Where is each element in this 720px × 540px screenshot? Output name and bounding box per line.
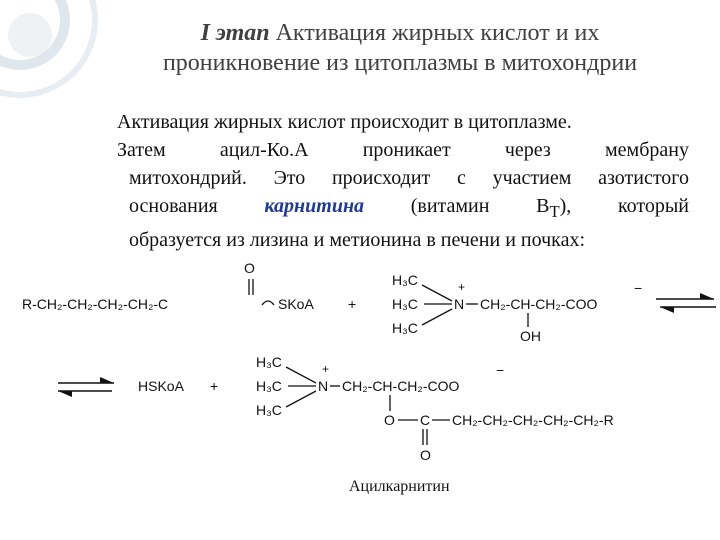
equilibrium-arrow-2 (58, 377, 114, 397)
paragraph-line2: митохондрий. Это происходит с участием азотистого (129, 167, 689, 189)
title-line2: проникновение из цитоплазмы в митохондрии (162, 50, 638, 76)
keyword-carnitine: карнитина (264, 195, 365, 217)
hydroxyl: OH (520, 328, 541, 344)
bond (286, 367, 316, 383)
title-text: Активация жирных кислот и их (269, 20, 600, 46)
product-caption: Ацилкарнитин (349, 478, 450, 495)
carboxylate-charge: − (634, 280, 643, 296)
acyl-chain: R-CH₂-CH₂-CH₂-CH₂-C (22, 296, 169, 312)
equilibrium-arrow (656, 293, 716, 313)
paragraph-first-row (117, 136, 689, 164)
word: через (504, 139, 551, 161)
nitrogen: N (318, 378, 329, 394)
ester-oxygen: O (384, 412, 395, 428)
nitrogen-charge: + (458, 280, 466, 294)
methyl-mid: H₃C (392, 296, 418, 312)
text: основания (129, 195, 265, 217)
methyl-top: H₃C (256, 354, 282, 370)
thioester-bond (262, 301, 274, 305)
word: ацил-Ко.А (219, 139, 309, 161)
carboxylate-charge: − (496, 362, 505, 378)
slide-title (80, 18, 720, 78)
bond (422, 285, 452, 301)
title-stage: I этап (200, 20, 270, 46)
reaction-scheme (0, 255, 720, 505)
acyl-carbonyl-o: O (244, 260, 255, 276)
hskoa-label: HSKoA (138, 378, 184, 394)
bond (286, 391, 316, 407)
word: мембрану (605, 139, 689, 161)
slide-body (117, 108, 689, 254)
ester-carbonyl-o: O (420, 447, 431, 463)
word: проникает (362, 139, 451, 161)
paragraph-line3 (117, 192, 689, 226)
bond (422, 309, 452, 325)
nitrogen: N (454, 296, 465, 312)
methyl-top: H₃C (392, 272, 418, 288)
body-line1: Активация жирных кислот происходит в цитоплазме. (117, 111, 572, 133)
carnitine-chain: CH₂-CH-CH₂-COO (480, 296, 598, 312)
methyl-mid: H₃C (256, 378, 282, 394)
plus-sign: + (210, 378, 219, 394)
subscript: Т (549, 202, 560, 221)
methyl-bottom: H₃C (392, 320, 418, 336)
word: Затем (117, 139, 166, 161)
ester-carbon: C (420, 412, 431, 428)
acylcarnitine-chain: CH₂-CH-CH₂-COO (342, 378, 460, 394)
text: (витамин В (364, 195, 550, 217)
methyl-bottom: H₃C (256, 402, 282, 418)
plus-sign: + (348, 296, 357, 312)
body-paragraph (117, 136, 689, 254)
paragraph-line4: образуется из лизина и метионина в печени и почках: (129, 229, 586, 251)
skoa-label: SKoA (278, 296, 314, 312)
text: ), который (559, 195, 689, 217)
nitrogen-charge: + (322, 362, 330, 376)
acyl-tail: CH₂-CH₂-CH₂-CH₂-CH₂-R (452, 412, 614, 428)
